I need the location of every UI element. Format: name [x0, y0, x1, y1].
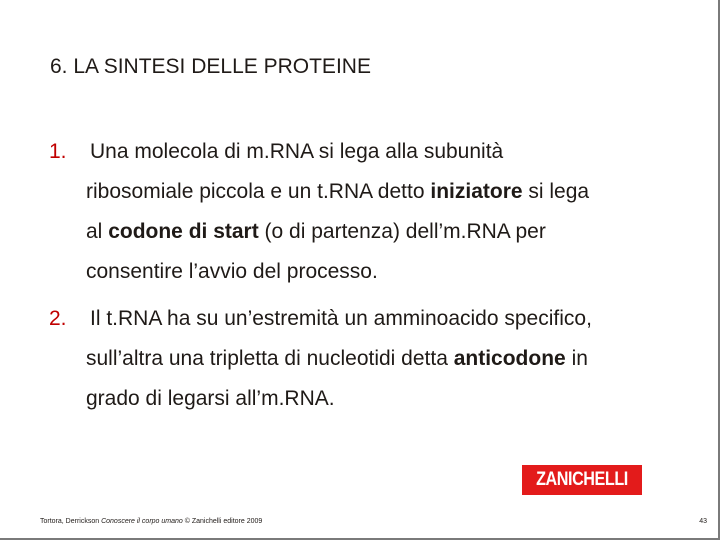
list-item [49, 132, 679, 292]
item-text: sull’altra una tripletta di nucleotidi detta [86, 347, 454, 370]
item-number: 2. [49, 307, 67, 330]
slide-title: 6. LA SINTESI DELLE PROTEINE [50, 55, 371, 78]
footer-publisher: © Zanichelli editore 2009 [182, 518, 263, 525]
list-item [49, 299, 679, 419]
page-number: 43 [699, 518, 707, 525]
item-bold-term: anticodone [453, 347, 566, 370]
item-number: 1. [49, 140, 67, 163]
item-text: al [86, 220, 109, 243]
item-text: (o di partenza) dell’m.RNA per [258, 220, 546, 243]
item-line: Il t.RNA ha su un’estremità un amminoacido specifico, [90, 307, 592, 330]
item-line [49, 172, 679, 212]
footer-authors: Tortora, Derrickson [40, 518, 102, 525]
item-bold-term: iniziatore [430, 180, 523, 203]
item-line: grado di legarsi all’m.RNA. [86, 387, 335, 410]
item-line: Una molecola di m.RNA si lega alla subunità [90, 140, 504, 163]
item-line [49, 212, 679, 252]
item-text: ribosomiale piccola e un t.RNA detto [86, 180, 431, 203]
footer-book-title: Conoscere il corpo umano [101, 518, 183, 525]
item-line [49, 339, 679, 379]
item-bold-term: codone di start [108, 220, 259, 243]
item-line: consentire l’avvio del processo. [86, 260, 378, 283]
logo-text: ZANICHELLI [536, 469, 628, 490]
footer-credit [40, 518, 262, 525]
item-text: in [565, 347, 588, 370]
item-text: si lega [522, 180, 590, 203]
zanichelli-logo [522, 465, 642, 495]
